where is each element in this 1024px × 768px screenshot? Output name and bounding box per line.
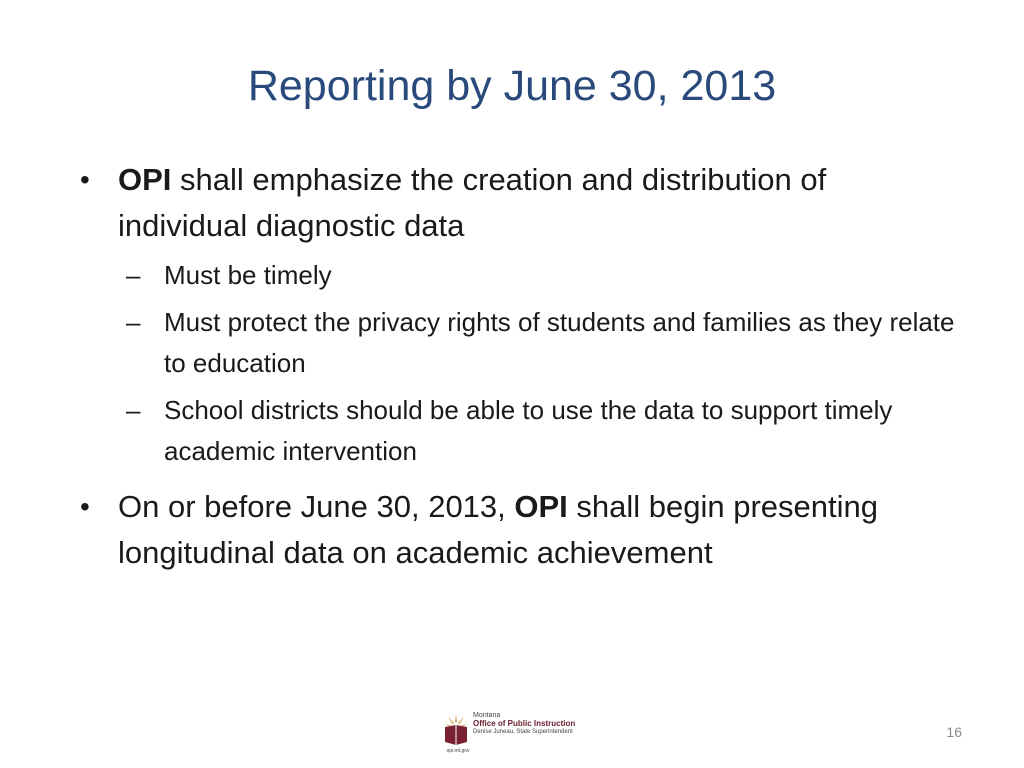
logo-org: Office of Public Instruction: [473, 719, 576, 728]
sub-item-3-text: School districts should be able to use the data to support timely academic intervention: [164, 395, 893, 466]
bullet-1: [76, 157, 956, 249]
bullet-2-text: shall begin presenting longitudinal data on academic achievement: [118, 489, 879, 570]
bullet-2-bold: OPI: [514, 489, 568, 524]
logo-text: [473, 712, 575, 736]
sub-item-3: [76, 390, 956, 472]
logo-superintendent: Denise Juneau, State Superintendent: [473, 729, 573, 735]
sub-item-1: [76, 255, 956, 296]
opi-emblem-icon: [443, 712, 469, 752]
slide-body: [76, 157, 956, 576]
sub-item-1-text: Must be timely: [164, 260, 332, 290]
page-number: 16: [946, 724, 962, 740]
sub-item-2: [76, 302, 956, 384]
bullet-2-pre: On or before June 30, 2013,: [118, 489, 515, 524]
bullet-1-bold: OPI: [118, 162, 172, 197]
bullet-1-text: shall emphasize the creation and distribution of individual diagnostic data: [118, 162, 827, 243]
bullet-1-sub-list: [76, 255, 956, 472]
dash-marker: –: [126, 307, 141, 337]
slide-title: Reporting by June 30, 2013: [247, 62, 777, 110]
bullet-marker: •: [80, 491, 90, 522]
dash-marker: –: [126, 260, 141, 290]
dash-marker: –: [126, 395, 141, 425]
logo-state: Montana: [473, 712, 501, 719]
bullet-marker: •: [80, 164, 90, 195]
bullet-2: [76, 484, 956, 576]
logo-url: opi.mt.gov: [446, 748, 470, 754]
opi-logo: [443, 712, 575, 752]
sub-item-2-text: Must protect the privacy rights of students and families as they relate to education: [164, 307, 955, 378]
